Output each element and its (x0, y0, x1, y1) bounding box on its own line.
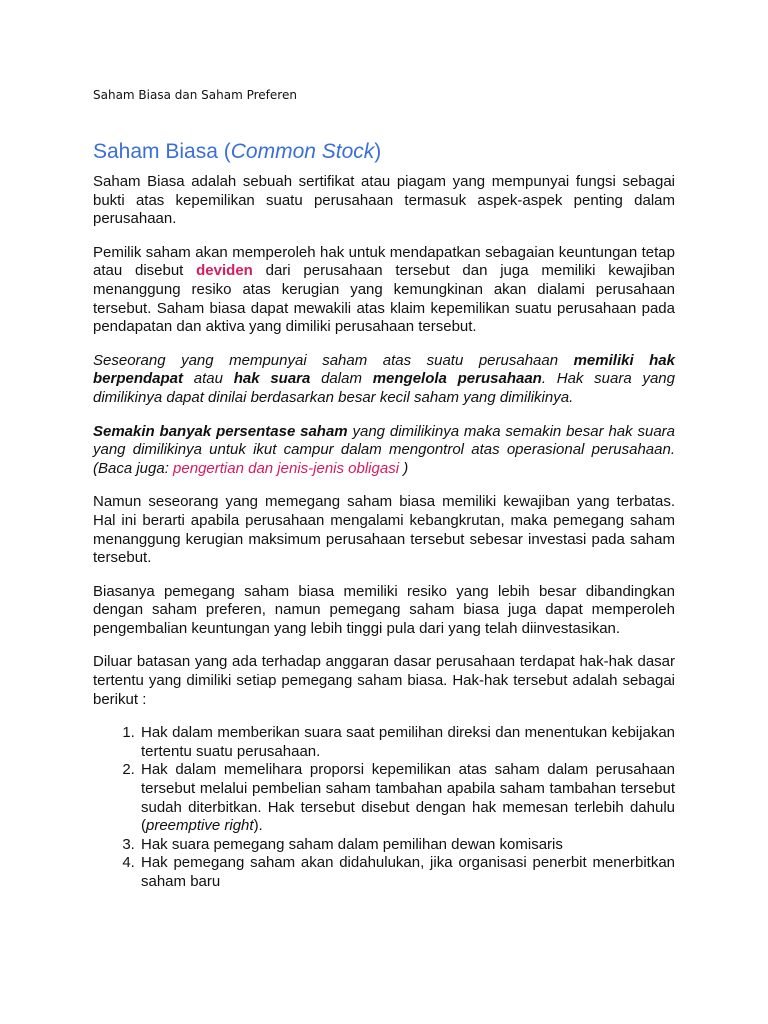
paragraph-definition: Saham Biasa adalah sebuah sertifikat atau piagam yang mempunyai fungsi sebagai bukti atas kepemilikan suatu perusahaan termasuk aspek-aspek penting dalam perusahaan. (93, 173, 675, 228)
paragraph-text: dari perusahaan tersebut dan juga memiliki kewajiban menanggung resiko atas kerugian yang kemungkinan akan dialami perusahaan tersebut. Saham biasa dapat mewakili atas klaim kepemilikan suatu perusahaan pada pendapatan dan aktiva yang dimiliki perusahaan tersebut. (93, 262, 676, 336)
bold-phrase: memiliki hak berpendapat (93, 351, 675, 388)
paragraph-limited-liability: Namun seseorang yang memegang saham biasa memiliki kewajiban yang terbatas. Hal ini berarti apabila perusahaan mengalami kebangkrutan, maka pemegang saham menanggung kerugian maksimum perusahaan tersebut sebesar investasi pada saham tersebut. (93, 493, 675, 567)
bold-phrase: Semakin banyak persentase saham (93, 422, 348, 440)
italic-term: preemptive right (146, 817, 254, 835)
paragraph-ownership-share (93, 423, 675, 479)
list-item (139, 761, 675, 835)
list-item-text: ). (253, 817, 263, 835)
paragraph-risk: Biasanya pemegang saham biasa memiliki resiko yang lebih besar dibandingkan dengan saham preferen, namun pemegang saham biasa juga dapat memperoleh pengembalian keuntungan yang lebih tinggi pula dari yang telah diinvestasikan. (93, 582, 675, 637)
paragraph-voting-rights (93, 352, 675, 408)
heading-text: Saham Biasa ( (93, 140, 231, 163)
list-item: 3. Hak suara pemegang saham dalam pemilihan dewan komisaris (139, 836, 675, 855)
document-header: Saham Biasa dan Saham Preferen (93, 88, 297, 102)
bold-phrase: mengelola perusahaan (372, 370, 542, 388)
section-heading (93, 140, 381, 164)
rights-list (93, 724, 675, 891)
deviden-highlight: deviden (196, 262, 253, 280)
bold-phrase: hak suara (233, 370, 311, 388)
document-body (93, 173, 675, 892)
paragraph-deviden (93, 244, 675, 337)
list-item: 1. Hak dalam memberikan suara saat pemilihan direksi dan menentukan kebijakan tertentu suatu perusahaan. (139, 724, 675, 761)
paragraph-text: Seseorang yang mempunyai saham atas suatu perusahaan (93, 351, 574, 369)
paragraph-text: Pemilik saham akan memperoleh hak untuk mendapatkan sebagaian keuntungan tetap atau disebut (93, 243, 675, 280)
paragraph-text: ) (399, 459, 409, 477)
list-item-text: Hak dalam memelihara proporsi kepemilikan atas saham dalam perusahaan tersebut melalui pembelian saham tambahan apabila saham tambahan tersebut sudah diterbitkan. Hak tersebut disebut dengan hak memesan terlebih dahulu ( (141, 761, 675, 835)
list-item: 4. Hak pemegang saham akan didahulukan, jika organisasi penerbit menerbitkan saham baru (139, 854, 675, 891)
paragraph-text: dalam (310, 370, 373, 388)
heading-italic: Common Stock (230, 140, 375, 163)
paragraph-basic-rights: Diluar batasan yang ada terhadap anggaran dasar perusahaan terdapat hak-hak dasar tertentu yang dimiliki setiap pemegang saham biasa. Hak-hak tersebut adalah sebagai berikut : (93, 653, 675, 708)
heading-close: ) (374, 140, 382, 163)
paragraph-text: yang dimilikinya maka semakin besar hak suara yang dimilikinya untuk ikut campur dalam mengontrol atas operasional perusahaan. (Baca juga: (93, 422, 675, 477)
obligasi-link[interactable]: pengertian dan jenis-jenis obligasi (173, 459, 400, 477)
paragraph-text: atau (183, 370, 234, 388)
paragraph-text: . Hak suara yang dimilikinya dapat dinilai berdasarkan besar kecil saham yang dimilikinya. (93, 370, 675, 406)
